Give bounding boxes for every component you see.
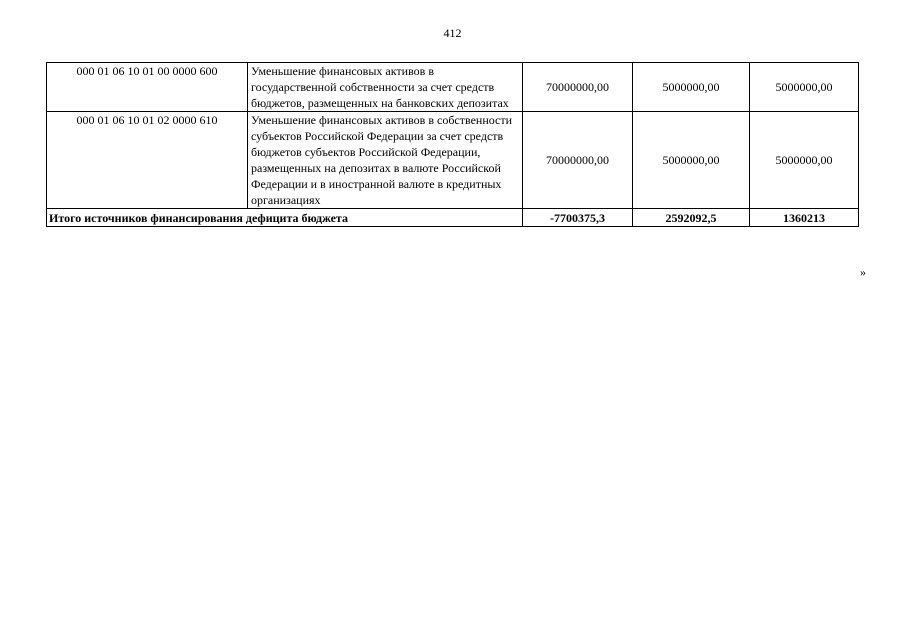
row-value-1: 70000000,00 [523, 63, 633, 112]
row-code: 000 01 06 10 01 00 0000 600 [47, 63, 248, 112]
row-code: 000 01 06 10 01 02 0000 610 [47, 112, 248, 209]
table-row [47, 112, 859, 209]
total-value-2: 2592092,5 [633, 209, 750, 227]
row-name: Уменьшение финансовых активов в государственной собственности за счет средств бюджетов, размещенных на банковских депозитах [248, 63, 523, 112]
closing-quote: » [860, 265, 866, 279]
total-value-3: 1360213 [750, 209, 859, 227]
row-value-1: 70000000,00 [523, 112, 633, 209]
total-value-1: -7700375,3 [523, 209, 633, 227]
row-value-2: 5000000,00 [633, 112, 750, 209]
financing-sources-table [46, 62, 859, 227]
row-name: Уменьшение финансовых активов в собственности субъектов Российской Федерации за счет средств бюджетов субъектов Российской Федерации, размещенных на депозитах в валюте Российской Федерации и в иностранной валюте в кредитных организациях [248, 112, 523, 209]
total-row [47, 209, 859, 227]
row-value-2: 5000000,00 [633, 63, 750, 112]
total-label: Итого источников финансирования дефицита бюджета [47, 209, 523, 227]
page-number: 412 [443, 26, 462, 40]
row-value-3: 5000000,00 [750, 112, 859, 209]
row-value-3: 5000000,00 [750, 63, 859, 112]
table-row [47, 63, 859, 112]
